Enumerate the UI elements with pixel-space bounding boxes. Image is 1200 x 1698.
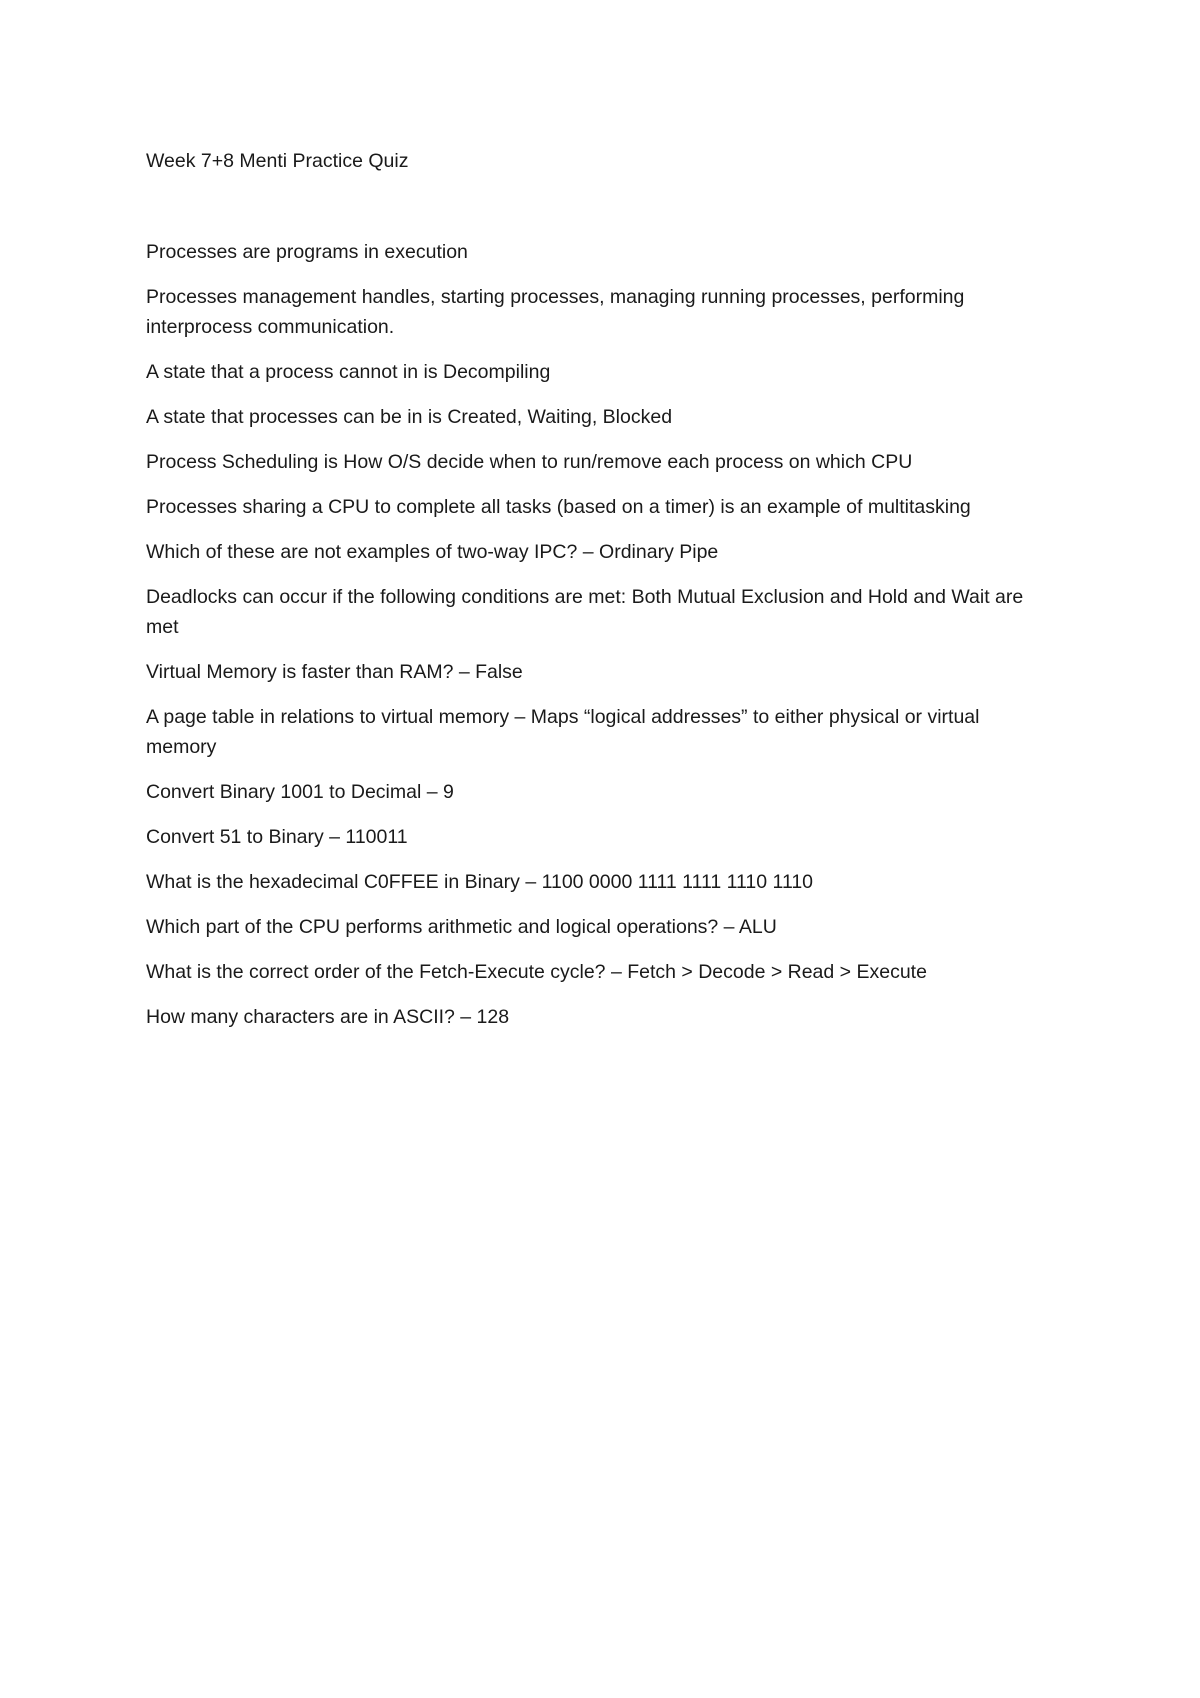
list-item: What is the correct order of the Fetch-Execute cycle? – Fetch > Decode > Read > Execute	[146, 961, 927, 983]
list-item: A page table in relations to virtual memory – Maps “logical addresses” to either physical or virtual memory	[146, 706, 980, 758]
list-item: Deadlocks can occur if the following conditions are met: Both Mutual Exclusion and Hold and Wait are met	[146, 586, 1024, 638]
document-body	[146, 146, 1046, 1047]
list-item: Processes sharing a CPU to complete all tasks (based on a timer) is an example of multitasking	[146, 496, 971, 518]
page-title: Week 7+8 Menti Practice Quiz	[146, 150, 409, 172]
list-item: Convert 51 to Binary – 110011	[146, 826, 408, 848]
list-item: Processes are programs in execution	[146, 241, 468, 263]
list-item: Virtual Memory is faster than RAM? – False	[146, 661, 523, 683]
quiz-answer-list	[146, 237, 1046, 1032]
list-item: Convert Binary 1001 to Decimal – 9	[146, 781, 454, 803]
list-item: Which of these are not examples of two-way IPC? – Ordinary Pipe	[146, 541, 719, 563]
list-item: Process Scheduling is How O/S decide when to run/remove each process on which CPU	[146, 451, 913, 473]
list-item: A state that a process cannot in is Decompiling	[146, 361, 551, 383]
list-item: A state that processes can be in is Created, Waiting, Blocked	[146, 406, 673, 428]
list-item: Which part of the CPU performs arithmetic and logical operations? – ALU	[146, 916, 777, 938]
list-item: How many characters are in ASCII? – 128	[146, 1006, 510, 1028]
list-item: What is the hexadecimal C0FFEE in Binary – 1100 0000 1111 1111 1110 1110	[146, 871, 814, 893]
list-item: Processes management handles, starting processes, managing running processes, performing interprocess communication.	[146, 286, 965, 338]
